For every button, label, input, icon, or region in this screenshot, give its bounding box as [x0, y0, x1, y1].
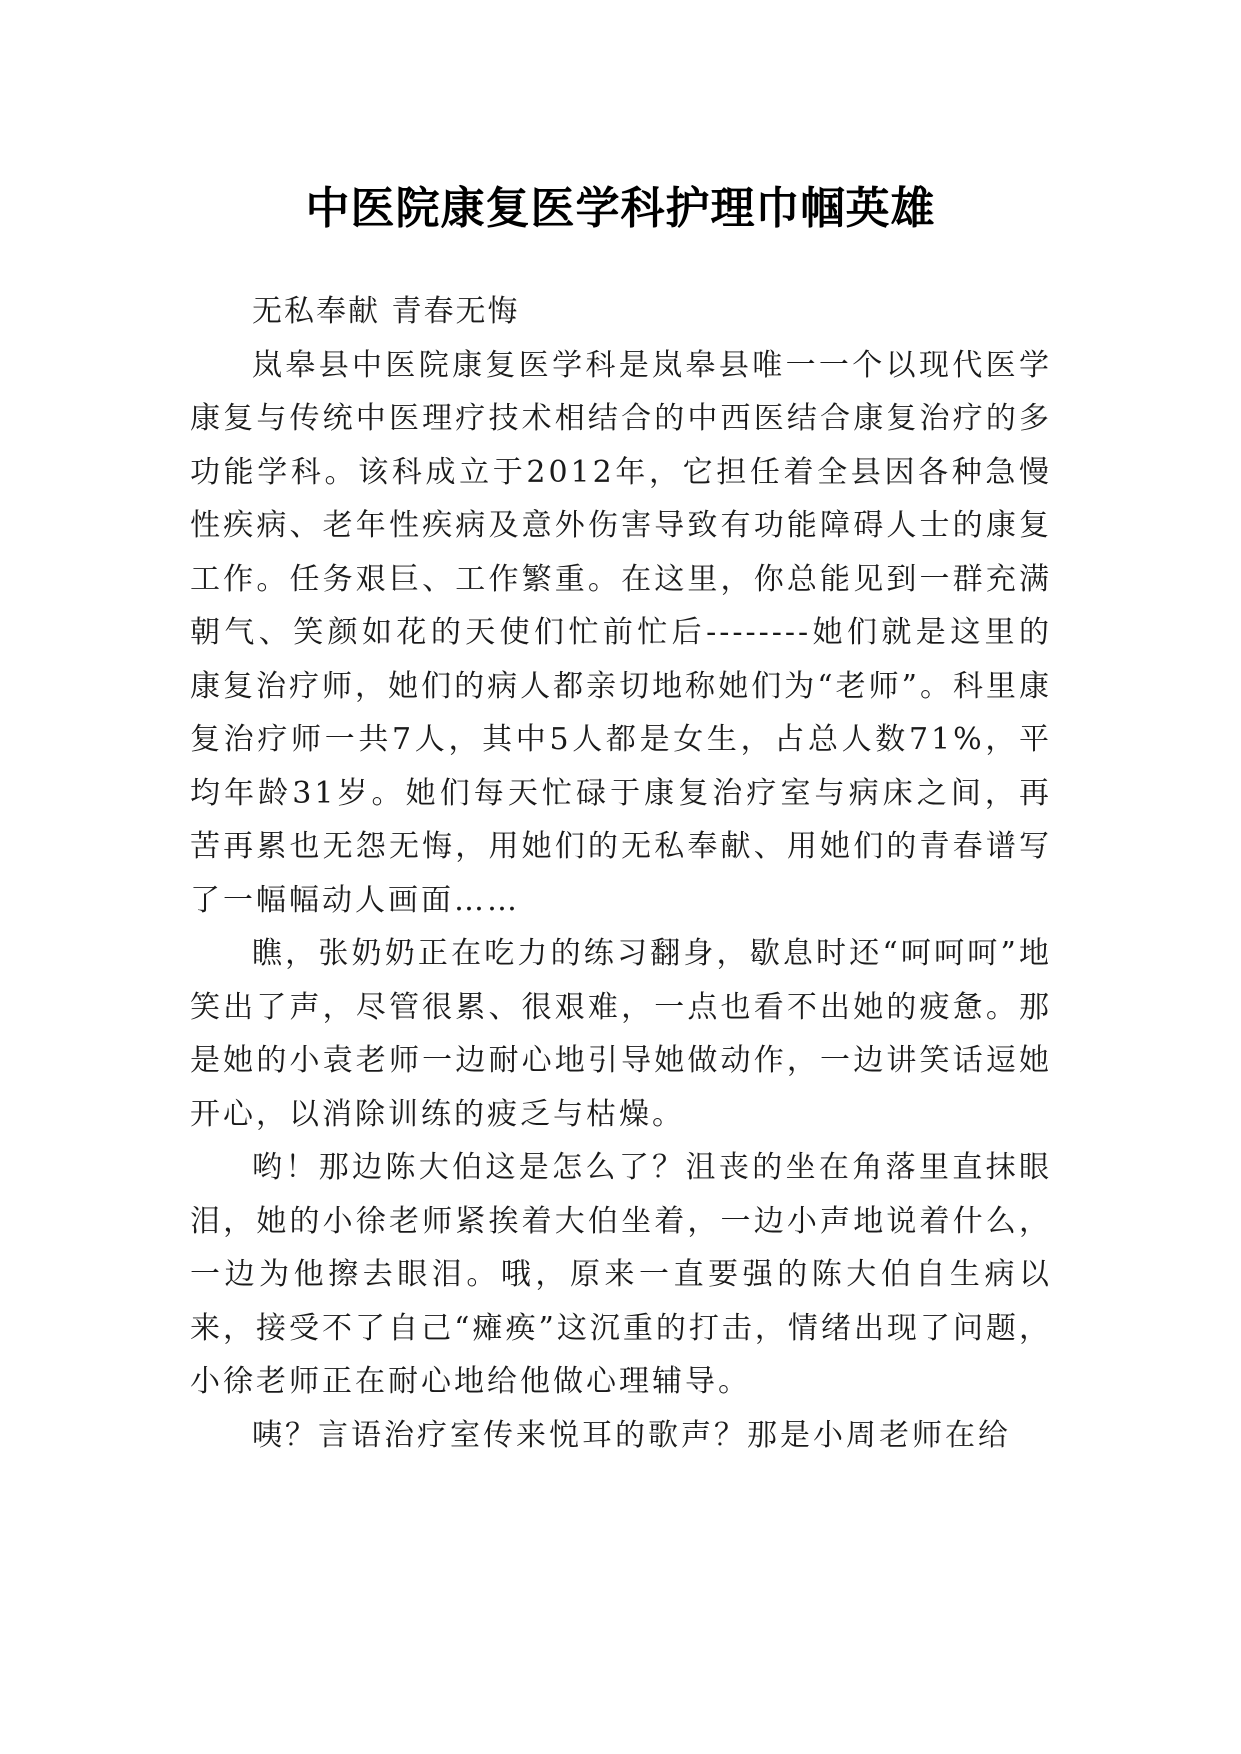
document-body — [190, 285, 1052, 1462]
page-title: 中医院康复医学科护理巾帼英雄 — [305, 183, 936, 235]
paragraph: 岚皋县中医院康复医学科是岚皋县唯一一个以现代医学康复与传统中医理疗技术相结合的中西医结合康复治疗的多功能学科。该科成立于2012年，它担任着全县因各种急慢性疾病、老年性疾病及意外伤害导致有功能障碍人士的康复工作。任务艰巨、工作繁重。在这里，你总能见到一群充满朝气、笑颜如花的天使们忙前忙后--------她们就是这里的康复治疗师，她们的病人都亲切地称她们为“老师”。科里康复治疗师一共7人，其中5人都是女生，占总人数71%，平均年龄31岁。她们每天忙碌于康复治疗室与病床之间，再苦再累也无怨无悔，用她们的无私奉献、用她们的青春谱写了一幅幅动人画面…… — [190, 347, 1052, 918]
paragraph: 瞧，张奶奶正在吃力的练习翻身，歇息时还“呵呵呵”地笑出了声，尽管很累、很艰难，一点也看不出她的疲惫。那是她的小袁老师一边耐心地引导她做动作，一边讲笑话逗她开心，以消除训练的疲乏与枯燥。 — [190, 936, 1052, 1132]
subtitle: 无私奉献 青春无悔 — [252, 294, 520, 329]
paragraph: 哟！那边陈大伯这是怎么了？沮丧的坐在角落里直抹眼泪，她的小徐老师紧挨着大伯坐着，一边小声地说着什么，一边为他擦去眼泪。哦，原来一直要强的陈大伯自生病以来，接受不了自己“瘫痪”这沉重的打击，情绪出现了问题，小徐老师正在耐心地给他做心理辅导。 — [190, 1150, 1052, 1399]
paragraph: 咦？言语治疗室传来悦耳的歌声？那是小周老师在给 — [252, 1417, 1011, 1453]
